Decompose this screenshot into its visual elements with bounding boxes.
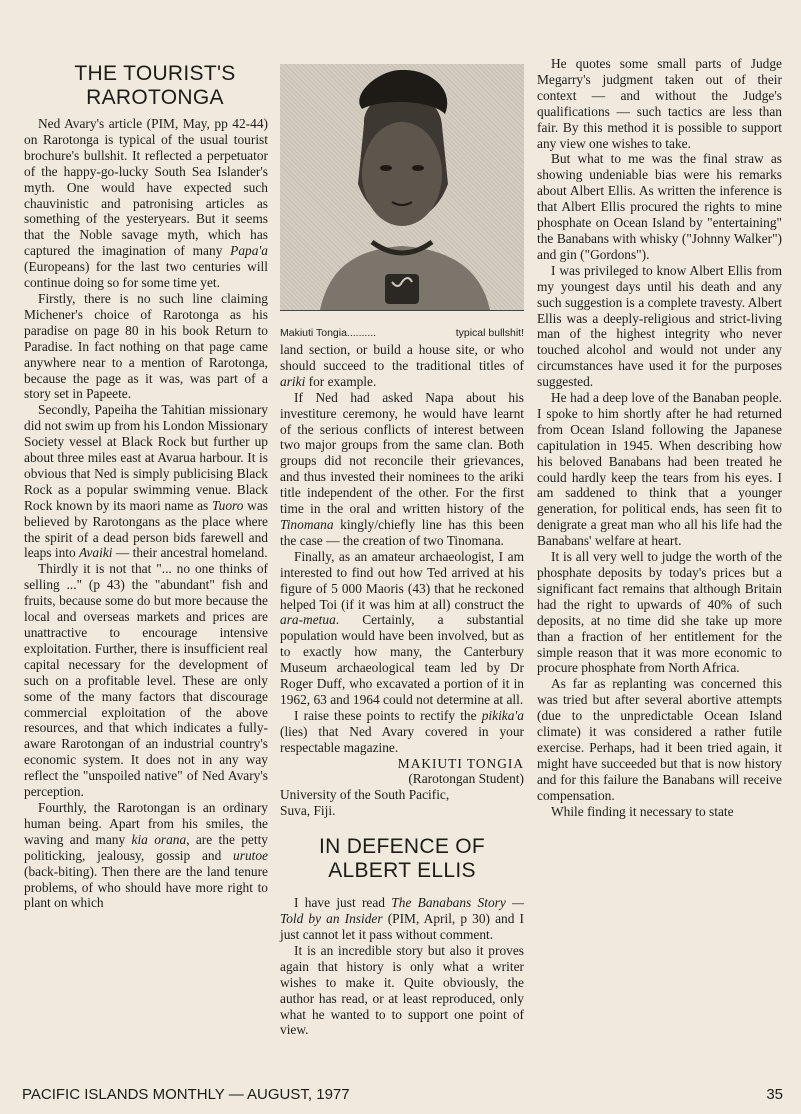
ellis-article-title bbox=[280, 835, 524, 883]
paragraph: Secondly, Papeiha the Tahitian missionary did not swim up from his London Missionary Society vessel at Black Rock but further up about three miles east at Avarua harbour. It is obvious that Ned is simply publicising Black Rock as a popular swimming venue. Black Rock known by its maori name as Tuoro was believed by Rarotongans as the place where the spirit of a dead person bids farewell and leaps into Avaiki — their ancestral homeland. bbox=[24, 402, 268, 561]
page-footer bbox=[22, 1086, 783, 1103]
paragraph: land section, or build a house site, or who should succeed to the traditional titles of ariki for example. bbox=[280, 342, 524, 389]
paragraph: It is an incredible story but also it proves again that history is only what a writer wishes to make it. Quite obviously, the author has read, or at least reproduced, only what he wanted to to support one point of view. bbox=[280, 942, 524, 1038]
paragraph: Fourthly, the Rarotongan is an ordinary human being. Apart from his smiles, the waving and many kia orana, are the petty politicking, jealousy, gossip and urutoe (back-biting). Then there are the land tenure problems, of who should have more right to plant on which bbox=[24, 799, 269, 911]
column-3 bbox=[537, 56, 782, 820]
caption-quote: typical bullshit! bbox=[455, 327, 524, 339]
paragraph: I have just read The Banabans Story — Told by an Insider (PIM, April, p 30) and I just cannot let it pass without comment. bbox=[280, 895, 525, 942]
title-line: RAROTONGA bbox=[86, 86, 224, 109]
title-line: THE TOURIST'S bbox=[74, 62, 236, 85]
paragraph: He quotes some small parts of Judge Megarry's judgment taken out of their context — and without the Judge's qualifications — such tactics are less than fair. By this method it is possible to support any view one wishes to take. bbox=[537, 56, 782, 151]
title-line: ALBERT ELLIS bbox=[328, 859, 476, 883]
signature-name: MAKIUTI TONGIA bbox=[397, 755, 524, 771]
title-line: IN DEFENCE OF bbox=[318, 835, 486, 859]
caption-name: Makiuti Tongia.......... bbox=[280, 327, 377, 339]
photo-caption bbox=[280, 327, 524, 340]
portrait-photo bbox=[280, 64, 524, 311]
column-1 bbox=[24, 62, 268, 911]
signature-role: (Rarotongan Student) bbox=[408, 771, 524, 787]
paragraph: Thirdly it is not that "... no one thinks of selling ..." (p 43) the "abundant" fish and fruits, because some do but more because the local and overseas markets and prices are unattractive to encourage intensive exploitation. Further, there is insufficient real capital necessary for the development of such on a profitable level. These are only some of the many factors that discourage commercial exploitation of the above resources, and that which indicates a fully-aware Rarotongan of an industrial country's economic system. It does not in any way reflect the "unspoiled native" of Ned Avary's perception. bbox=[24, 561, 268, 800]
signature-address: Suva, Fiji. bbox=[280, 803, 336, 819]
paragraph: Finally, as an amateur archaeologist, I am interested to find out how Ted arrived at his figure of 5 000 Maoris (43) that he reckoned helped Toi (if it was him at all) construct the ara-metua. Certainly, a substantial population would have been involved, but as to exactly how many, the Canterbury Museum archaeological team led by Dr Roger Duff, who excavated a portion of it in 1962, 63 and 1964 could not determine at all. bbox=[280, 548, 524, 707]
paragraph: While finding it necessary to state bbox=[551, 803, 734, 819]
paragraph: He had a deep love of the Banaban people. I spoke to him shortly after he had returned from Ocean Island following the Japanese capitulation in 1945. When describing how his beloved Banabans had been treated he could hardly keep the tears from his eyes. I am saddened to think that a younger generation, for political ends, has seen fit to denigrate a great man who all his life had the Banabans' welfare at heart. bbox=[537, 390, 782, 549]
portrait-illustration bbox=[280, 64, 524, 310]
paragraph: Firstly, there is no such line claiming Michener's choice of Rarotonga as his paradise on page 80 in his book Return to Paradise. In fact nothing on that page came anywhere near to a mention of Rarotonga, because the page as it was, was part of a story set in Papeete. bbox=[24, 290, 268, 402]
paragraph: I was privileged to know Albert Ellis from my youngest days until his death and any such suggestion is a complete travesty. Albert Ellis was a deeply-religious and strict-living man of the highest integrity who never touched alcohol and would not under any circumstances have used it for the purposes suggested. bbox=[537, 262, 782, 390]
paragraph: It is all very well to judge the worth of the phosphate deposits by today's prices but a significant fact remains that although Britain had the right to upwards of 40% of such deposits, at no time did she take up more than a fraction of her entitlement for the simple reason that it was more economic to procure phosphate from North Africa. bbox=[537, 549, 782, 676]
paragraph: But what to me was the final straw as showing undeniable bias were his remarks about Albert Ellis. As written the inference is that Albert Ellis procured the rights to mine phosphate on Ocean Island by "entertaining" the Banabans with whisky ("Johnny Walker") and gin ("Gordons"). bbox=[537, 151, 782, 262]
paragraph: Ned Avary's article (PIM, May, pp 42-44) on Rarotonga is typical of the usual tourist brochure's bullshit. It reflected a perpetuator of the happy-go-lucky South Sea Islander's myth. One would have expected such chauvinistic and patronising articles as something of the yesteryears. But it seems that the Noble savage myth, which has captured the imagination of many Papa'a (Europeans) for the last two centuries will continue doing so for some time yet. bbox=[24, 116, 268, 291]
paragraph: I raise these points to rectify the pikika'a (lies) that Ned Avary covered in your respectable magazine. bbox=[280, 707, 524, 755]
tourist-article-title bbox=[42, 62, 268, 110]
signature-address: University of the South Pacific, bbox=[280, 787, 450, 803]
paragraph: As far as replanting was concerned this was tried but after several abortive attempts (due to the unpredictable Ocean Island climate) it was considered a rather futile exercise. Perhaps, had it been tried again, it might have succeeded but that is now history and for this failure the Banabans will receive compensation. bbox=[537, 676, 782, 803]
paragraph: If Ned had asked Napa about his investiture ceremony, he would have learnt of the serious conflicts of interest between two major groups from the same clan. Both groups did not reconcile their grievances, and thus invested their nominees to the ariki title independent of the other. For the first time in the oral and written history of the Tinomana kingly/chiefly line has this been the case — the creation of two Tinomana. bbox=[280, 389, 524, 548]
column-2 bbox=[280, 64, 524, 1038]
publication-name: PACIFIC ISLANDS MONTHLY — AUGUST, 1977 bbox=[22, 1086, 350, 1103]
page-number: 35 bbox=[766, 1086, 783, 1103]
